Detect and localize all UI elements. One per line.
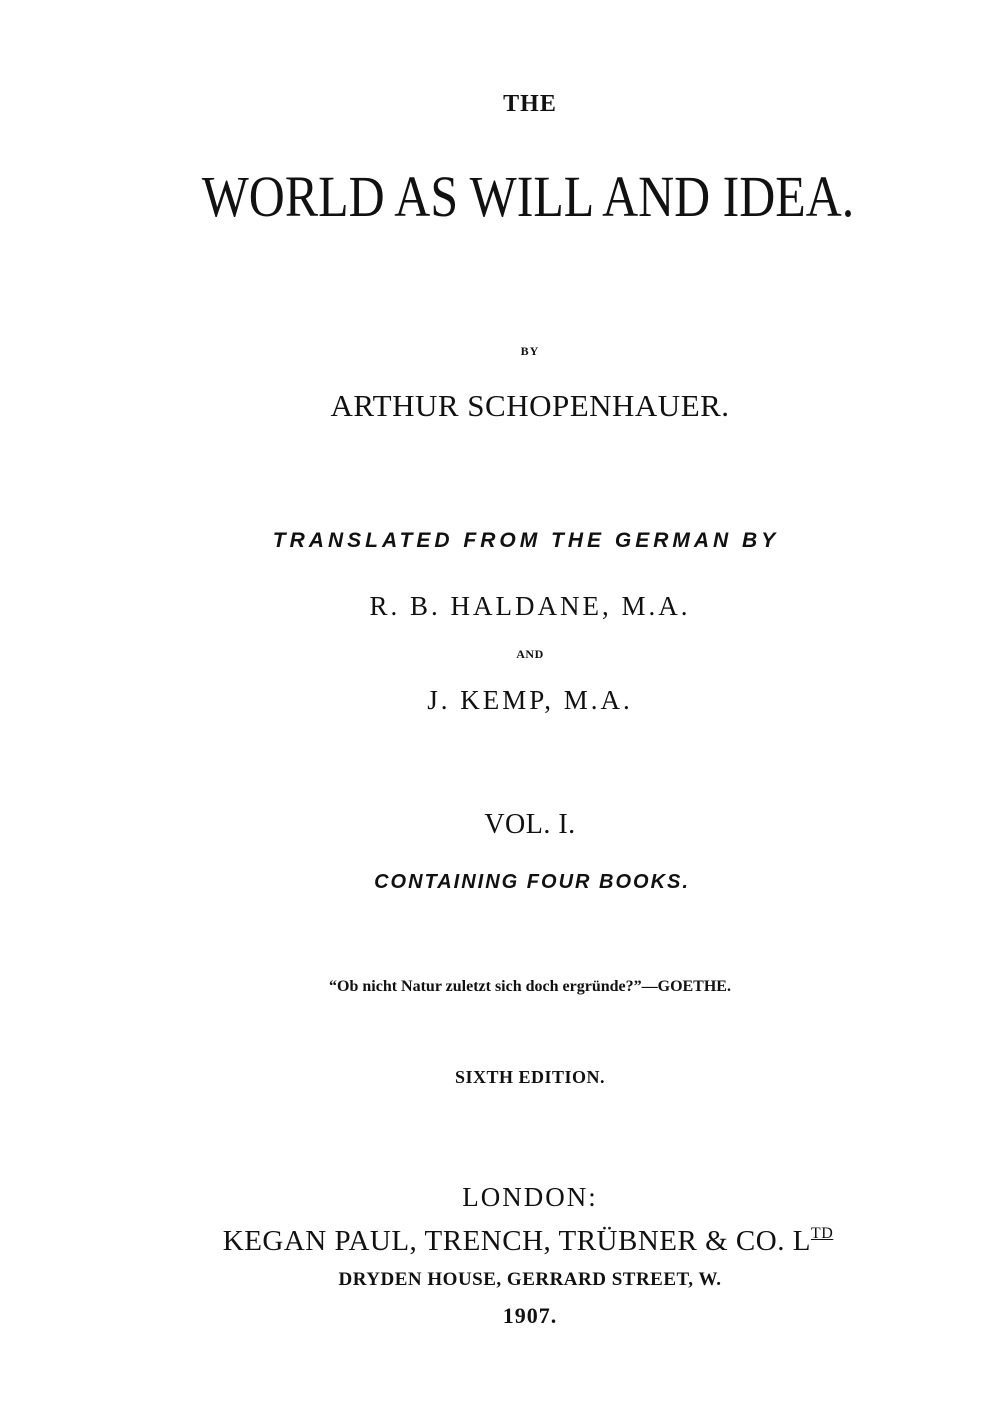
translation-note: TRANSLATED FROM THE GERMAN BY [272, 529, 780, 552]
title-article: THE [503, 91, 557, 117]
publication-year: 1907. [502, 1303, 558, 1328]
contents-note: CONTAINING FOUR BOOKS. [374, 871, 690, 893]
translator-haldane: R. B. HALDANE, M.A. [369, 591, 691, 621]
publisher-suffix-l: L [792, 1225, 811, 1257]
epigraph: “Ob nicht Natur zuletzt sich doch ergründe?”—GOETHE. [329, 978, 731, 995]
and-label: AND [516, 647, 544, 661]
author-name: ARTHUR SCHOPENHAUER. [330, 388, 730, 423]
publisher-main: KEGAN PAUL, TRENCH, TRÜBNER & CO. [222, 1225, 785, 1257]
edition-label: SIXTH EDITION. [454, 1067, 606, 1087]
translator-kemp: J. KEMP, M.A. [427, 685, 633, 715]
publisher-suffix-sup: TD [810, 1225, 834, 1242]
by-label: BY [520, 344, 540, 358]
publisher-name [28, 1226, 1000, 1256]
publication-city: LONDON: [462, 1182, 598, 1212]
volume-label: VOL. I. [484, 809, 576, 840]
publisher-suffix [793, 1225, 834, 1257]
publisher-address: DRYDEN HOUSE, GERRARD STREET, W. [338, 1269, 722, 1290]
book-title: WORLD AS WILL AND IDEA. [201, 164, 855, 229]
